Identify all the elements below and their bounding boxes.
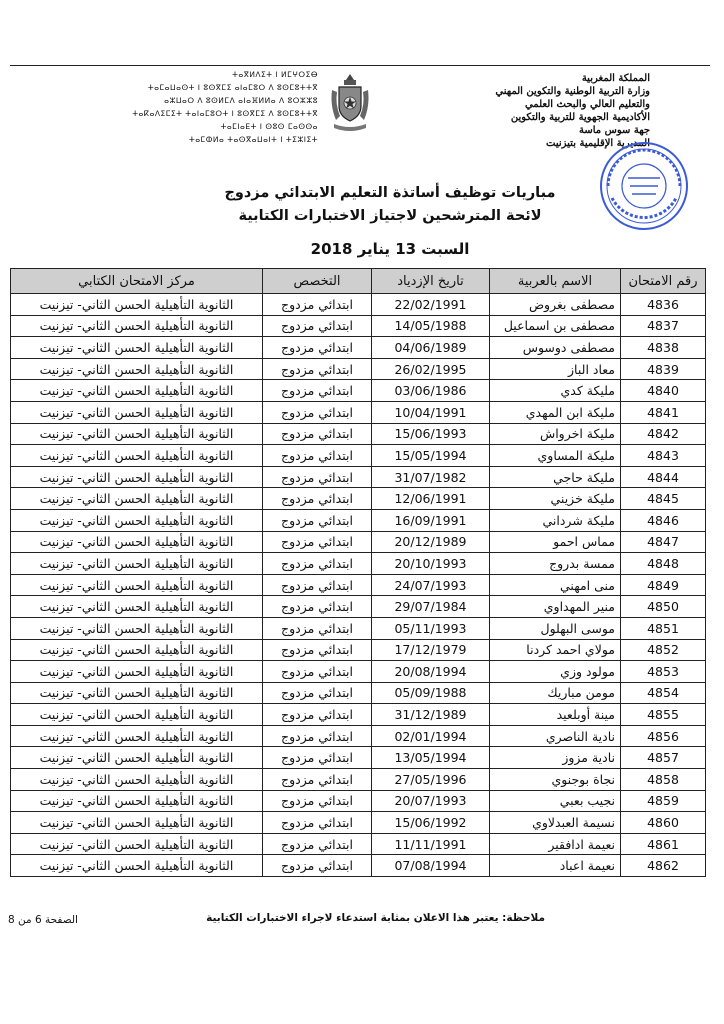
cell-specialty: ابتدائي مزدوج <box>263 358 372 380</box>
table-row <box>11 337 706 359</box>
coat-of-arms-icon <box>326 72 374 134</box>
cell-specialty: ابتدائي مزدوج <box>263 466 372 488</box>
cell-birthdate: 15/06/1993 <box>372 423 490 445</box>
cell-specialty: ابتدائي مزدوج <box>263 769 372 791</box>
header-line: ⵜⴰⴳⵍⴷⵉⵜ ⵏ ⵍⵎⵖⵔⵉⴱ <box>232 70 318 79</box>
cell-exam-center: الثانوية التأهيلية الحسن الثاني- تيزنيت <box>11 790 263 812</box>
table-row <box>11 682 706 704</box>
table-row <box>11 509 706 531</box>
cell-name: منى امهني <box>490 574 621 596</box>
cell-exam-center: الثانوية التأهيلية الحسن الثاني- تيزنيت <box>11 833 263 855</box>
cell-specialty: ابتدائي مزدوج <box>263 294 372 316</box>
cell-name: مليكة اخرواش <box>490 423 621 445</box>
cell-exam-number: 4836 <box>621 294 706 316</box>
header-line: ⴰⵣⵡⴰⵔ ⴷ ⵓⵙⵍⵎⴷ ⴰⵏⴰⴼⵍⵍⴰ ⴷ ⵓⵔⵣⵣⵓ <box>164 96 318 105</box>
table-body <box>11 294 706 877</box>
cell-specialty: ابتدائي مزدوج <box>263 445 372 467</box>
cell-birthdate: 07/08/1994 <box>372 855 490 877</box>
cell-specialty: ابتدائي مزدوج <box>263 639 372 661</box>
table-row <box>11 315 706 337</box>
header-tifinagh <box>118 68 318 146</box>
cell-birthdate: 31/12/1989 <box>372 704 490 726</box>
cell-birthdate: 24/07/1993 <box>372 574 490 596</box>
cell-exam-number: 4847 <box>621 531 706 553</box>
cell-specialty: ابتدائي مزدوج <box>263 812 372 834</box>
cell-name: مومن مباريك <box>490 682 621 704</box>
cell-birthdate: 15/06/1992 <box>372 812 490 834</box>
cell-specialty: ابتدائي مزدوج <box>263 661 372 683</box>
table-row <box>11 294 706 316</box>
cell-name: مولاي احمد كردنا <box>490 639 621 661</box>
header-exam-center: مركز الامتحان الكتابي <box>11 269 263 294</box>
cell-exam-number: 4843 <box>621 445 706 467</box>
header-line: ⵜⴰⴽⴰⴷⵉⵎⵉⵜ ⵜⴰⵏⴰⵎⵓⵔⵜ ⵏ ⵓⵙⴳⵎⵉ ⴷ ⵓⵙⵎⵓⵜⵜⴳ <box>132 109 318 118</box>
title-list: لائحة المترشحين لاجتياز الاختبارات الكتابية <box>238 208 542 224</box>
cell-name: مليكة خزيني <box>490 488 621 510</box>
cell-birthdate: 12/06/1991 <box>372 488 490 510</box>
cell-specialty: ابتدائي مزدوج <box>263 790 372 812</box>
cell-name: مصطفى بغروض <box>490 294 621 316</box>
title-date: السبت 13 يناير 2018 <box>310 240 470 258</box>
table-row <box>11 466 706 488</box>
table-row <box>11 639 706 661</box>
cell-exam-number: 4851 <box>621 617 706 639</box>
header-name: الاسم بالعربية <box>490 269 621 294</box>
header-line: وزارة التربية الوطنية والتكوين المهني <box>495 86 650 97</box>
cell-specialty: ابتدائي مزدوج <box>263 833 372 855</box>
cell-name: نادية الناصري <box>490 725 621 747</box>
cell-exam-center: الثانوية التأهيلية الحسن الثاني- تيزنيت <box>11 747 263 769</box>
cell-exam-center: الثانوية التأهيلية الحسن الثاني- تيزنيت <box>11 466 263 488</box>
cell-specialty: ابتدائي مزدوج <box>263 855 372 877</box>
cell-exam-number: 4842 <box>621 423 706 445</box>
cell-birthdate: 05/11/1993 <box>372 617 490 639</box>
cell-name: مليكة كدي <box>490 380 621 402</box>
cell-exam-number: 4857 <box>621 747 706 769</box>
cell-name: مليكة ابن المهدي <box>490 401 621 423</box>
header-line: ⵜⴰⵎⵀⵍⴰ ⵜⴰⵙⴳⴰⵡⴰⵏⵜ ⵏ ⵜⵉⵣⵏⵉⵜ <box>188 135 318 144</box>
header-line: المملكة المغربية <box>581 73 650 84</box>
table-row <box>11 488 706 510</box>
cell-exam-number: 4840 <box>621 380 706 402</box>
candidates-table <box>10 268 706 877</box>
cell-birthdate: 20/12/1989 <box>372 531 490 553</box>
cell-name: مينة أوبلعيد <box>490 704 621 726</box>
cell-exam-number: 4854 <box>621 682 706 704</box>
title-competition: مباريات توظيف أساتذة التعليم الابتدائي مزدوج <box>224 185 556 201</box>
cell-exam-center: الثانوية التأهيلية الحسن الثاني- تيزنيت <box>11 401 263 423</box>
cell-exam-number: 4852 <box>621 639 706 661</box>
cell-exam-number: 4848 <box>621 553 706 575</box>
cell-specialty: ابتدائي مزدوج <box>263 574 372 596</box>
cell-exam-number: 4858 <box>621 769 706 791</box>
cell-exam-number: 4856 <box>621 725 706 747</box>
cell-name: نسيمة العبدلاوي <box>490 812 621 834</box>
cell-exam-center: الثانوية التأهيلية الحسن الثاني- تيزنيت <box>11 294 263 316</box>
cell-exam-number: 4861 <box>621 833 706 855</box>
cell-exam-center: الثانوية التأهيلية الحسن الثاني- تيزنيت <box>11 596 263 618</box>
cell-specialty: ابتدائي مزدوج <box>263 553 372 575</box>
cell-specialty: ابتدائي مزدوج <box>263 315 372 337</box>
cell-exam-center: الثانوية التأهيلية الحسن الثاني- تيزنيت <box>11 488 263 510</box>
cell-birthdate: 14/05/1988 <box>372 315 490 337</box>
cell-exam-center: الثانوية التأهيلية الحسن الثاني- تيزنيت <box>11 812 263 834</box>
cell-exam-center: الثانوية التأهيلية الحسن الثاني- تيزنيت <box>11 509 263 531</box>
cell-name: نجاة بوجنوي <box>490 769 621 791</box>
cell-name: نعيمة اعباد <box>490 855 621 877</box>
cell-exam-center: الثانوية التأهيلية الحسن الثاني- تيزنيت <box>11 315 263 337</box>
cell-exam-number: 4845 <box>621 488 706 510</box>
page-number: الصفحة 6 من 8 <box>8 914 78 926</box>
cell-exam-number: 4838 <box>621 337 706 359</box>
cell-birthdate: 15/05/1994 <box>372 445 490 467</box>
table-row <box>11 445 706 467</box>
cell-birthdate: 10/04/1991 <box>372 401 490 423</box>
cell-specialty: ابتدائي مزدوج <box>263 682 372 704</box>
table-row <box>11 617 706 639</box>
table-row <box>11 553 706 575</box>
cell-birthdate: 04/06/1989 <box>372 337 490 359</box>
header-line: ⵜⴰⵎⵏⴰⴹⵜ ⵏ ⵙⵓⵙ ⵎⴰⵙⵙⴰ <box>220 122 318 131</box>
cell-name: مصطفى بن اسماعيل <box>490 315 621 337</box>
cell-specialty: ابتدائي مزدوج <box>263 488 372 510</box>
cell-birthdate: 05/09/1988 <box>372 682 490 704</box>
cell-exam-center: الثانوية التأهيلية الحسن الثاني- تيزنيت <box>11 661 263 683</box>
cell-name: مليكة المساوي <box>490 445 621 467</box>
cell-birthdate: 03/06/1986 <box>372 380 490 402</box>
header-rule <box>10 65 710 66</box>
table-row <box>11 790 706 812</box>
table-row <box>11 358 706 380</box>
table-row <box>11 531 706 553</box>
cell-exam-number: 4841 <box>621 401 706 423</box>
cell-name: نعيمة ادافقير <box>490 833 621 855</box>
cell-birthdate: 20/10/1993 <box>372 553 490 575</box>
cell-exam-number: 4837 <box>621 315 706 337</box>
cell-exam-number: 4849 <box>621 574 706 596</box>
table-row <box>11 661 706 683</box>
header-line: والتعليم العالي والبحث العلمي <box>524 99 650 110</box>
table-header-row <box>11 269 706 294</box>
table-row <box>11 574 706 596</box>
cell-exam-center: الثانوية التأهيلية الحسن الثاني- تيزنيت <box>11 423 263 445</box>
table-row <box>11 769 706 791</box>
cell-name: ممسة بدروج <box>490 553 621 575</box>
cell-specialty: ابتدائي مزدوج <box>263 337 372 359</box>
header-birthdate: تاريخ الإزدياد <box>372 269 490 294</box>
cell-name: مصطفى دوسوس <box>490 337 621 359</box>
cell-birthdate: 31/07/1982 <box>372 466 490 488</box>
cell-specialty: ابتدائي مزدوج <box>263 747 372 769</box>
official-stamp-icon <box>598 140 690 232</box>
cell-exam-number: 4844 <box>621 466 706 488</box>
cell-birthdate: 02/01/1994 <box>372 725 490 747</box>
table-row <box>11 704 706 726</box>
table-row <box>11 833 706 855</box>
cell-specialty: ابتدائي مزدوج <box>263 596 372 618</box>
cell-specialty: ابتدائي مزدوج <box>263 531 372 553</box>
cell-birthdate: 13/05/1994 <box>372 747 490 769</box>
cell-exam-center: الثانوية التأهيلية الحسن الثاني- تيزنيت <box>11 704 263 726</box>
cell-exam-center: الثانوية التأهيلية الحسن الثاني- تيزنيت <box>11 617 263 639</box>
cell-specialty: ابتدائي مزدوج <box>263 509 372 531</box>
cell-exam-center: الثانوية التأهيلية الحسن الثاني- تيزنيت <box>11 531 263 553</box>
cell-birthdate: 20/08/1994 <box>372 661 490 683</box>
cell-exam-center: الثانوية التأهيلية الحسن الثاني- تيزنيت <box>11 769 263 791</box>
cell-exam-center: الثانوية التأهيلية الحسن الثاني- تيزنيت <box>11 725 263 747</box>
header-arabic <box>388 72 650 150</box>
cell-name: نجيب بعبي <box>490 790 621 812</box>
cell-birthdate: 17/12/1979 <box>372 639 490 661</box>
table-row <box>11 380 706 402</box>
cell-exam-center: الثانوية التأهيلية الحسن الثاني- تيزنيت <box>11 682 263 704</box>
cell-name: معاد الباز <box>490 358 621 380</box>
cell-exam-center: الثانوية التأهيلية الحسن الثاني- تيزنيت <box>11 574 263 596</box>
header-line: الأكاديمية الجهوية للتربية والتكوين <box>510 112 650 123</box>
cell-specialty: ابتدائي مزدوج <box>263 423 372 445</box>
table-row <box>11 401 706 423</box>
cell-exam-number: 4839 <box>621 358 706 380</box>
cell-exam-number: 4846 <box>621 509 706 531</box>
cell-name: مماس احمو <box>490 531 621 553</box>
cell-exam-center: الثانوية التأهيلية الحسن الثاني- تيزنيت <box>11 553 263 575</box>
cell-exam-center: الثانوية التأهيلية الحسن الثاني- تيزنيت <box>11 358 263 380</box>
table-row <box>11 855 706 877</box>
cell-specialty: ابتدائي مزدوج <box>263 380 372 402</box>
cell-name: موسى البهلول <box>490 617 621 639</box>
header-line: المديرية الإقليمية بتيزنيت <box>546 138 650 149</box>
table-row <box>11 423 706 445</box>
cell-specialty: ابتدائي مزدوج <box>263 704 372 726</box>
cell-birthdate: 27/05/1996 <box>372 769 490 791</box>
table-row <box>11 812 706 834</box>
header-line: ⵜⴰⵎⴰⵡⴰⵙⵜ ⵏ ⵓⵙⴳⵎⵉ ⴰⵏⴰⵎⵓⵔ ⴷ ⵓⵙⵎⵓⵜⵜⴳ <box>147 83 318 92</box>
header-line: جهة سوس ماسة <box>578 125 650 136</box>
table-row <box>11 747 706 769</box>
header-exam-number: رقم الامتحان <box>621 269 706 294</box>
cell-specialty: ابتدائي مزدوج <box>263 725 372 747</box>
cell-exam-number: 4853 <box>621 661 706 683</box>
footer-note: ملاحظة: يعتبر هذا الاعلان بمثابة استدعاء لاجراء الاختبارات الكتابية <box>206 912 545 924</box>
cell-birthdate: 20/07/1993 <box>372 790 490 812</box>
cell-birthdate: 26/02/1995 <box>372 358 490 380</box>
table-row <box>11 725 706 747</box>
cell-name: منير المهداوي <box>490 596 621 618</box>
cell-exam-number: 4850 <box>621 596 706 618</box>
cell-exam-center: الثانوية التأهيلية الحسن الثاني- تيزنيت <box>11 855 263 877</box>
cell-exam-center: الثانوية التأهيلية الحسن الثاني- تيزنيت <box>11 445 263 467</box>
cell-exam-center: الثانوية التأهيلية الحسن الثاني- تيزنيت <box>11 380 263 402</box>
cell-name: مولود وزي <box>490 661 621 683</box>
cell-exam-number: 4860 <box>621 812 706 834</box>
cell-exam-number: 4855 <box>621 704 706 726</box>
cell-birthdate: 11/11/1991 <box>372 833 490 855</box>
cell-birthdate: 29/07/1984 <box>372 596 490 618</box>
cell-exam-number: 4859 <box>621 790 706 812</box>
cell-name: مليكة حاجي <box>490 466 621 488</box>
cell-exam-center: الثانوية التأهيلية الحسن الثاني- تيزنيت <box>11 639 263 661</box>
table-row <box>11 596 706 618</box>
cell-birthdate: 16/09/1991 <box>372 509 490 531</box>
cell-specialty: ابتدائي مزدوج <box>263 401 372 423</box>
cell-birthdate: 22/02/1991 <box>372 294 490 316</box>
cell-name: مليكة شرداني <box>490 509 621 531</box>
header-specialty: التخصص <box>263 269 372 294</box>
cell-name: نادية مزوز <box>490 747 621 769</box>
cell-specialty: ابتدائي مزدوج <box>263 617 372 639</box>
cell-exam-number: 4862 <box>621 855 706 877</box>
cell-exam-center: الثانوية التأهيلية الحسن الثاني- تيزنيت <box>11 337 263 359</box>
